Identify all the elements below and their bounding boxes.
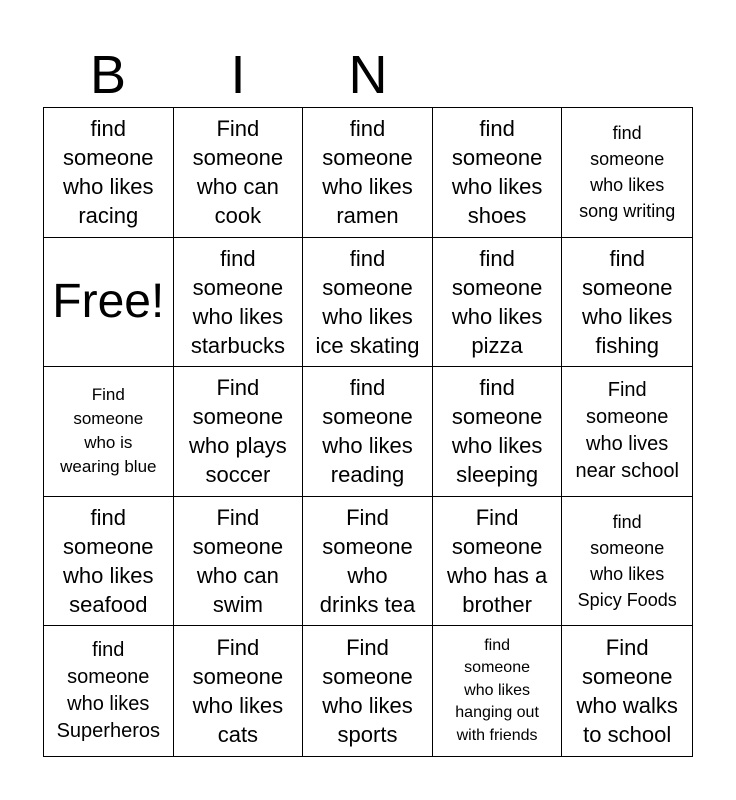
bingo-cell (433, 367, 563, 497)
cell-text: Find someone who can swim (192, 505, 284, 618)
bingo-grid (43, 107, 693, 757)
cell-text: Find someone who has a brother (446, 505, 548, 618)
bingo-cell (174, 626, 304, 756)
bingo-cell (303, 108, 433, 238)
cell-text: Find someone who can cook (192, 116, 284, 229)
bingo-cell (303, 497, 433, 627)
cell-text: find someone who likes seafood (63, 505, 154, 618)
header-letter-i: I (230, 45, 246, 105)
bingo-cell (44, 497, 174, 627)
bingo-cell (433, 108, 563, 238)
bingo-cell (44, 626, 174, 756)
bingo-cell (44, 367, 174, 497)
bingo-cell (433, 626, 563, 756)
cell-text: Find someone who is wearing blue (60, 385, 157, 477)
cell-text: find someone who likes racing (63, 116, 154, 229)
bingo-cell (303, 367, 433, 497)
cell-text: Find someone who walks to school (576, 635, 678, 748)
bingo-header (43, 42, 693, 108)
cell-text: find someone who likes fishing (581, 245, 673, 358)
cell-text: find someone who likes reading (322, 375, 413, 488)
cell-text: Find someone who likes sports (322, 635, 413, 748)
cell-text: find someone who likes sleeping (451, 375, 543, 488)
cell-text: Find someone who likes cats (192, 635, 284, 748)
bingo-cell (174, 497, 304, 627)
free-space-cell (44, 238, 174, 368)
cell-text: Find someone who plays soccer (188, 375, 287, 488)
cell-text: find someone who likes ramen (322, 116, 413, 229)
bingo-cell (562, 497, 692, 627)
bingo-cell (303, 238, 433, 368)
header-letter-n: N (348, 45, 388, 105)
cell-text: find someone who likes shoes (451, 116, 543, 229)
bingo-cell (562, 108, 692, 238)
bingo-cell (174, 108, 304, 238)
cell-text: find someone who likes pizza (451, 245, 543, 358)
cell-text: find someone who likes hanging out with friends (455, 636, 539, 744)
bingo-cell (562, 626, 692, 756)
cell-text: find someone who likes Superheros (56, 639, 160, 743)
free-space-label: Free! (52, 274, 165, 328)
bingo-cell (433, 238, 563, 368)
bingo-cell (562, 367, 692, 497)
header-letter-b: B (89, 45, 127, 105)
cell-text: Find someone who drinks tea (319, 505, 416, 618)
bingo-cell (433, 497, 563, 627)
cell-text: find someone who likes song writing (579, 123, 676, 222)
bingo-cell (44, 108, 174, 238)
cell-text: find someone who likes Spicy Foods (577, 512, 677, 611)
bingo-cell (174, 367, 304, 497)
cell-text: Find someone who lives near school (575, 379, 679, 483)
cell-text: find someone who likes starbucks (190, 245, 285, 358)
bingo-cell (174, 238, 304, 368)
bingo-cell (562, 238, 692, 368)
cell-text: find someone who likes ice skating (315, 245, 420, 358)
bingo-cell (303, 626, 433, 756)
